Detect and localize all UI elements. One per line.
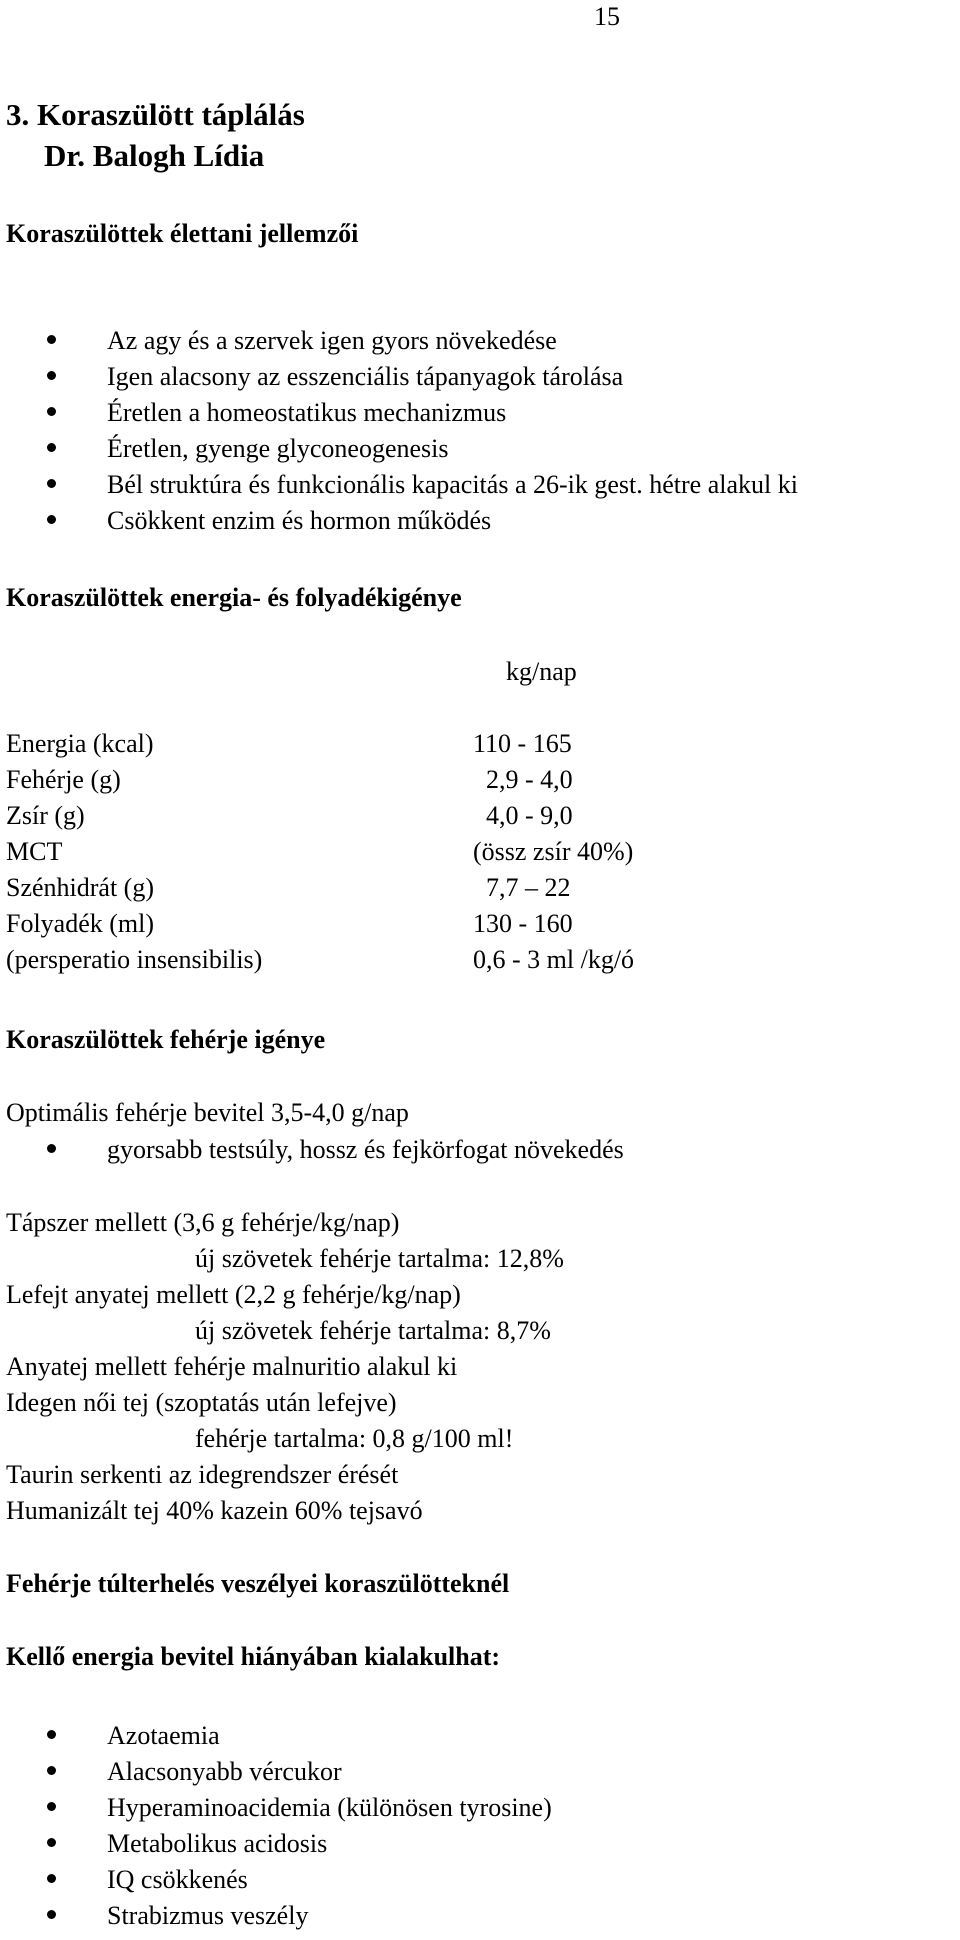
section-heading-energy-deficit: Kellő energia bevitel hiányában kialakulhat: [6, 1642, 501, 1671]
list-item: Csökkent enzim és hormon működés [0, 505, 960, 541]
list-item: Bél struktúra és funkcionális kapacitás a 26-ik gest. hétre alakul ki [0, 469, 960, 505]
protein-note: Tápszer mellett (3,6 g fehérje/kg/nap) [6, 1208, 400, 1237]
protein-note: Humanizált tej 40% kazein 60% tejsavó [6, 1496, 423, 1525]
protein-bullet-list [0, 1134, 960, 1170]
table-row: Folyadék (ml) 130 - 160 [6, 908, 634, 944]
protein-intake-text: Optimális fehérje bevitel 3,5-4,0 g/nap [6, 1098, 409, 1127]
list-item: Azotaemia [0, 1720, 960, 1756]
table-cell-value: 0,6 - 3 ml /kg/ó [473, 945, 635, 974]
bullet-icon [47, 1802, 56, 1811]
list-item: Éretlen a homeostatikus mechanizmus [0, 397, 960, 433]
bullet-icon [47, 1874, 56, 1883]
table-row: MCT (össz zsír 40%) [6, 836, 634, 872]
bullet-icon [47, 1910, 56, 1919]
protein-note: Anyatej mellett fehérje malnuritio alakul ki [6, 1352, 458, 1381]
table-cell-value: 7,7 – 22 [473, 873, 571, 902]
list-item: Strabizmus veszély [0, 1900, 960, 1936]
protein-note: új szövetek fehérje tartalma: 12,8% [195, 1244, 564, 1273]
bullet-icon [47, 479, 56, 488]
bullet-icon [47, 515, 56, 524]
unit-column-header: kg/nap [506, 657, 577, 686]
bullet-icon [47, 1766, 56, 1775]
list-item: Metabolikus acidosis [0, 1828, 960, 1864]
table-cell-value: 110 - 165 [473, 729, 572, 758]
list-item: Éretlen, gyenge glyconeogenesis [0, 433, 960, 469]
chapter-author: Dr. Balogh Lídia [44, 138, 265, 173]
physiology-bullet-list [0, 325, 960, 541]
table-row: (persperatio insensibilis) 0,6 - 3 ml /kg/ó [6, 944, 634, 980]
section-heading-energy-fluid: Koraszülöttek energia- és folyadékigénye [6, 583, 462, 612]
list-item: Alacsonyabb vércukor [0, 1756, 960, 1792]
protein-note: új szövetek fehérje tartalma: 8,7% [195, 1316, 551, 1345]
list-item: Igen alacsony az esszenciális tápanyagok tárolása [0, 361, 960, 397]
bullet-icon [47, 1144, 56, 1153]
bullet-icon [47, 335, 56, 344]
table-cell-value: 130 - 160 [473, 909, 573, 938]
bullet-icon [47, 1730, 56, 1739]
bullet-icon [47, 371, 56, 380]
bullet-icon [47, 1838, 56, 1847]
chapter-title: 3. Koraszülött táplálás [6, 97, 305, 132]
section-heading-protein-overload: Fehérje túlterhelés veszélyei koraszülötteknél [6, 1569, 510, 1598]
page-number: 15 [594, 2, 620, 31]
protein-note: Lefejt anyatej mellett (2,2 g fehérje/kg/nap) [6, 1280, 461, 1309]
list-item: IQ csökkenés [0, 1864, 960, 1900]
table-row: Fehérje (g) 2,9 - 4,0 [6, 764, 634, 800]
section-heading-protein-need: Koraszülöttek fehérje igénye [6, 1025, 326, 1054]
protein-note: Idegen női tej (szoptatás után lefejve) [6, 1388, 397, 1417]
requirements-table [6, 728, 634, 980]
list-item: gyorsabb testsúly, hossz és fejkörfogat növekedés [0, 1134, 960, 1170]
table-cell-value: 4,0 - 9,0 [473, 801, 573, 830]
table-row: Zsír (g) 4,0 - 9,0 [6, 800, 634, 836]
list-item: Hyperaminoacidemia (különösen tyrosine) [0, 1792, 960, 1828]
energy-deficit-bullet-list [0, 1720, 960, 1936]
table-cell-value: (össz zsír 40%) [473, 837, 634, 866]
table-row: Energia (kcal) 110 - 165 [6, 728, 634, 764]
protein-note: Taurin serkenti az idegrendszer érését [6, 1460, 399, 1489]
list-item: Az agy és a szervek igen gyors növekedése [0, 325, 960, 361]
bullet-icon [47, 407, 56, 416]
section-heading-physiology: Koraszülöttek élettani jellemzői [6, 219, 359, 248]
table-row: Szénhidrát (g) 7,7 – 22 [6, 872, 634, 908]
protein-note: fehérje tartalma: 0,8 g/100 ml! [195, 1424, 514, 1453]
table-cell-value: 2,9 - 4,0 [473, 765, 573, 794]
bullet-icon [47, 443, 56, 452]
